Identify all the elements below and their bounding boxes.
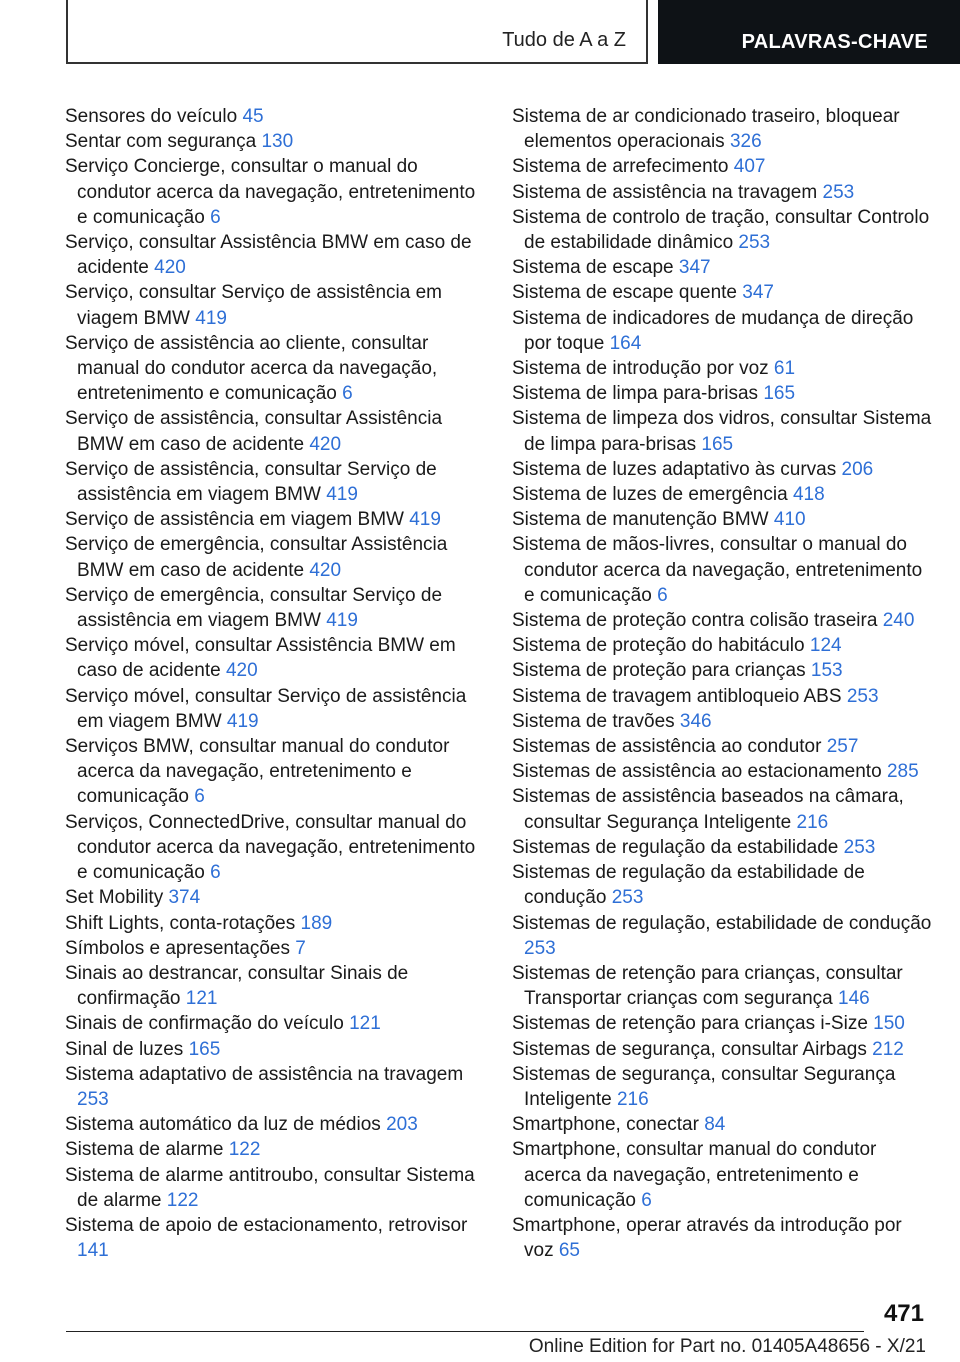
index-term: Sistemas de assistência ao condutor [512, 736, 822, 758]
index-entry [512, 280, 932, 305]
page-link[interactable]: 420 [225, 660, 258, 682]
index-entry [512, 1137, 932, 1213]
index-entry [65, 1163, 485, 1213]
page-link[interactable]: 216 [796, 811, 829, 833]
index-term: Serviço de emergência, consultar Serviço de assistência em viagem BMW [65, 584, 443, 632]
index-entry [512, 961, 932, 1011]
index-term: Sistema de limpa para-brisas [512, 383, 759, 405]
index-term: Sistemas de retenção para crianças i-Size [512, 1013, 868, 1035]
index-term: Sistema de arrefecimento [512, 156, 729, 178]
index-term: Sinal de luzes [65, 1038, 184, 1060]
index-entry [512, 784, 932, 834]
index-entry [512, 457, 932, 482]
index-term: Sistemas de regulação da estabilidade [512, 836, 839, 858]
index-column-left [65, 104, 485, 1263]
index-term: Sistema de assistência na travagem [512, 181, 818, 203]
page-link[interactable]: 165 [701, 433, 734, 455]
index-term: Sistemas de retenção para crianças, consultar Transportar crianças com segurança [512, 962, 903, 1010]
index-entry [512, 1213, 932, 1263]
index-term: Serviço de emergência, consultar Assistência BMW em caso de acidente [65, 534, 448, 581]
page-link[interactable]: 419 [326, 610, 358, 632]
page-link[interactable]: 253 [524, 937, 556, 959]
page-link[interactable]: 347 [742, 282, 774, 304]
index-entry [512, 1011, 932, 1036]
page-link[interactable]: 6 [210, 206, 221, 228]
page-link[interactable]: 420 [309, 433, 342, 455]
page-link[interactable]: 45 [242, 106, 264, 127]
index-term: Sistemas de segurança, consultar Airbags [512, 1038, 867, 1060]
index-term: Serviço de assistência, consultar Assistência BMW em caso de acidente [65, 408, 443, 455]
index-entry [65, 734, 485, 810]
index-term: Sentar com segurança [65, 131, 257, 153]
index-entry [65, 1037, 485, 1062]
page-link[interactable]: 253 [611, 887, 644, 909]
index-term: Símbolos e apresentações [65, 937, 290, 959]
index-term: Sistema de proteção contra colisão traseira [512, 610, 878, 632]
index-entry [512, 734, 932, 759]
index-term: Sistema de proteção do habitáculo [512, 635, 805, 657]
index-entry [512, 911, 932, 961]
index-term: Sistema de alarme [65, 1139, 224, 1161]
index-entry [65, 507, 485, 532]
index-term: Sinais de confirmação do veículo [65, 1013, 344, 1035]
index-term: Sistema de limpeza dos vidros, consultar Sistema de limpa para-brisas [512, 408, 932, 455]
page-link[interactable]: 121 [349, 1013, 381, 1035]
index-term: Sensores do veículo [65, 106, 238, 127]
index-entry [65, 280, 485, 330]
index-entry [512, 154, 932, 179]
index-term: Shift Lights, conta-rotações [65, 912, 296, 934]
index-entry [65, 1137, 485, 1162]
index-entry [512, 306, 932, 356]
page-link[interactable]: 419 [195, 307, 227, 329]
index-entry [65, 810, 485, 886]
index-entry [512, 381, 932, 406]
index-term: Sistema de travões [512, 710, 675, 732]
page-link[interactable]: 7 [295, 937, 306, 959]
page-number: 471 [883, 1300, 924, 1327]
index-entry [512, 104, 932, 154]
index-entry [65, 104, 485, 129]
index-term: Sistemas de segurança, consultar Segurança Inteligente [512, 1063, 896, 1110]
index-entry [65, 684, 485, 734]
index-column-right [512, 104, 932, 1263]
index-term: Sistema de apoio de estacionamento, retrovisor [65, 1214, 468, 1236]
page-link[interactable]: 153 [810, 660, 843, 682]
index-entry [65, 129, 485, 154]
index-term: Serviços, ConnectedDrive, consultar manual do condutor acerca da navegação, entretenimento e comunicação [65, 811, 476, 884]
page-link[interactable]: 122 [166, 1189, 199, 1211]
page-link[interactable]: 285 [886, 761, 919, 783]
chapter-tab[interactable] [658, 0, 960, 64]
page-link[interactable]: 203 [386, 1114, 418, 1136]
index-entry [65, 457, 485, 507]
index-term: Serviço de assistência ao cliente, consultar manual do condutor acerca da navegação, entretenimento e comunicação [65, 332, 438, 405]
page-link[interactable]: 212 [872, 1038, 904, 1060]
index-term: Sistema automático da luz de médios [65, 1114, 381, 1136]
page-link[interactable]: 122 [228, 1139, 261, 1161]
index-entry [65, 230, 485, 280]
page-link[interactable]: 216 [616, 1088, 649, 1110]
index-entry [512, 205, 932, 255]
index-entry [512, 658, 932, 683]
index-term: Sistema de alarme antitroubo, consultar Sistema de alarme [65, 1164, 475, 1211]
index-entry [65, 1112, 485, 1137]
page-link[interactable]: 253 [738, 232, 771, 254]
index-entry [65, 331, 485, 407]
index-entry [512, 180, 932, 205]
page-link[interactable]: 6 [342, 383, 353, 405]
index-term: Serviço móvel, consultar Serviço de assistência em viagem BMW [65, 685, 467, 732]
index-term: Sistema adaptativo de assistência na travagem [65, 1063, 464, 1085]
index-term: Sistema de travagem antibloqueio ABS [512, 685, 842, 707]
index-term: Sistema de proteção para crianças [512, 660, 806, 682]
index-entry [512, 255, 932, 280]
page-link[interactable]: 240 [882, 610, 915, 632]
index-term: Sinais ao destrancar, consultar Sinais de confirmação [65, 962, 409, 1010]
index-term: Sistema de indicadores de mudança de direção por toque [512, 307, 914, 354]
page-link[interactable]: 419 [326, 484, 358, 506]
index-entry [65, 583, 485, 633]
index-entry [65, 633, 485, 683]
page-link[interactable]: 206 [841, 458, 874, 480]
index-term: Sistemas de assistência baseados na câmara, consultar Segurança Inteligente [512, 786, 904, 833]
page-link[interactable]: 141 [77, 1240, 109, 1262]
index-term: Smartphone, conectar [512, 1114, 699, 1136]
page-link[interactable]: 6 [210, 862, 221, 884]
index-term: Serviço de assistência, consultar Serviço de assistência em viagem BMW [65, 458, 437, 506]
index-term: Sistema de ar condicionado traseiro, bloquear elementos operacionais [512, 106, 900, 153]
index-entry [65, 1213, 485, 1263]
index-term: Sistema de mãos-livres, consultar o manual do condutor acerca da navegação, entretenimento e comunicação [512, 534, 923, 606]
index-term: Serviço, consultar Serviço de assistência em viagem BMW [65, 282, 442, 329]
index-entry [512, 1062, 932, 1112]
page-link[interactable]: 6 [194, 786, 205, 808]
page-link[interactable]: 374 [168, 887, 201, 909]
index-entry [512, 860, 932, 910]
index-entry [512, 532, 932, 608]
index-entry [512, 1037, 932, 1062]
page-link[interactable]: 420 [309, 559, 342, 581]
index-entry [65, 532, 485, 582]
index-entry [65, 1062, 485, 1112]
index-entry [512, 356, 932, 381]
page-link[interactable]: 419 [409, 509, 441, 531]
index-entry [512, 1112, 932, 1137]
index-term: Smartphone, operar através da introdução por voz [512, 1214, 902, 1262]
page-link[interactable]: 420 [154, 257, 186, 279]
page-link[interactable]: 150 [873, 1013, 905, 1035]
index-entry [512, 684, 932, 709]
page-link[interactable]: 61 [773, 358, 796, 380]
index-term: Sistema de introdução por voz [512, 358, 769, 380]
index-term: Serviços BMW, consultar manual do condutor acerca da navegação, entretenimento e comunicação [65, 736, 450, 808]
index-entry [65, 936, 485, 961]
page-link[interactable]: 130 [261, 131, 294, 153]
page-link[interactable]: 407 [733, 156, 766, 178]
page-link[interactable]: 165 [188, 1038, 221, 1060]
index-entry [512, 507, 932, 532]
index-term: Sistema de manutenção BMW [512, 509, 769, 531]
page-link[interactable]: 6 [641, 1189, 652, 1211]
index-term: Sistema de controlo de tração, consultar Controlo de estabilidade dinâmico [512, 206, 930, 254]
index-entry [65, 1011, 485, 1036]
page-link[interactable]: 121 [185, 988, 218, 1010]
page-link[interactable]: 253 [846, 685, 879, 707]
footer-divider [66, 1331, 864, 1332]
index-entry [65, 885, 485, 910]
page-link[interactable]: 257 [826, 736, 859, 758]
index-entry [512, 406, 932, 456]
index-term: Serviço de assistência em viagem BMW [65, 509, 404, 531]
page-link[interactable]: 65 [558, 1240, 580, 1262]
page-link[interactable]: 124 [809, 635, 842, 657]
page-link[interactable]: 189 [300, 912, 333, 934]
page-link[interactable]: 84 [704, 1114, 726, 1136]
index-term: Sistemas de regulação, estabilidade de condução [512, 912, 932, 934]
index-term: Sistema de escape quente [512, 282, 737, 304]
page-link[interactable]: 164 [609, 332, 642, 354]
index-entry [512, 608, 932, 633]
page-link[interactable]: 6 [657, 584, 668, 606]
page-link[interactable]: 418 [792, 484, 825, 506]
index-term: Sistemas de regulação da estabilidade de condução [512, 862, 865, 909]
index-entry [65, 154, 485, 230]
index-term: Serviço móvel, consultar Assistência BMW em caso de acidente [65, 635, 456, 682]
index-entry [512, 759, 932, 784]
index-term: Sistema de luzes adaptativo às curvas [512, 458, 837, 480]
index-entry [512, 835, 932, 860]
page-link[interactable]: 253 [843, 836, 876, 858]
index-entry [512, 633, 932, 658]
page-link[interactable]: 347 [678, 257, 711, 279]
index-term: Sistema de luzes de emergência [512, 484, 788, 506]
page-link[interactable]: 346 [679, 710, 712, 732]
page-link[interactable]: 165 [763, 383, 796, 405]
page-link[interactable]: 326 [729, 131, 762, 153]
footer-edition-note: Online Edition for Part no. 01405A48656 - X/21 [528, 1336, 926, 1357]
section-title: Tudo de A a Z [502, 29, 626, 51]
index-entry [65, 961, 485, 1011]
page-link[interactable]: 146 [838, 988, 870, 1010]
chapter-tab-label: PALAVRAS-CHAVE [741, 31, 928, 53]
index-term: Sistemas de assistência ao estacionamento [512, 761, 882, 783]
index-term: Serviço, consultar Assistência BMW em caso de acidente [65, 232, 472, 279]
index-entry [65, 911, 485, 936]
index-term: Set Mobility [65, 887, 164, 909]
page-link[interactable]: 419 [226, 710, 259, 732]
index-term: Sistema de escape [512, 257, 674, 279]
index-entry [512, 482, 932, 507]
index-term: Serviço Concierge, consultar o manual do condutor acerca da navegação, entretenimento e comunicação [65, 156, 476, 228]
page-link[interactable]: 253 [77, 1088, 109, 1110]
page-link[interactable]: 410 [773, 509, 806, 531]
index-entry [512, 709, 932, 734]
index-term: Smartphone, consultar manual do condutor acerca da navegação, entretenimento e comunicação [512, 1139, 877, 1211]
index-entry [65, 406, 485, 456]
header-frame [66, 0, 648, 64]
page-link[interactable]: 253 [822, 181, 855, 203]
